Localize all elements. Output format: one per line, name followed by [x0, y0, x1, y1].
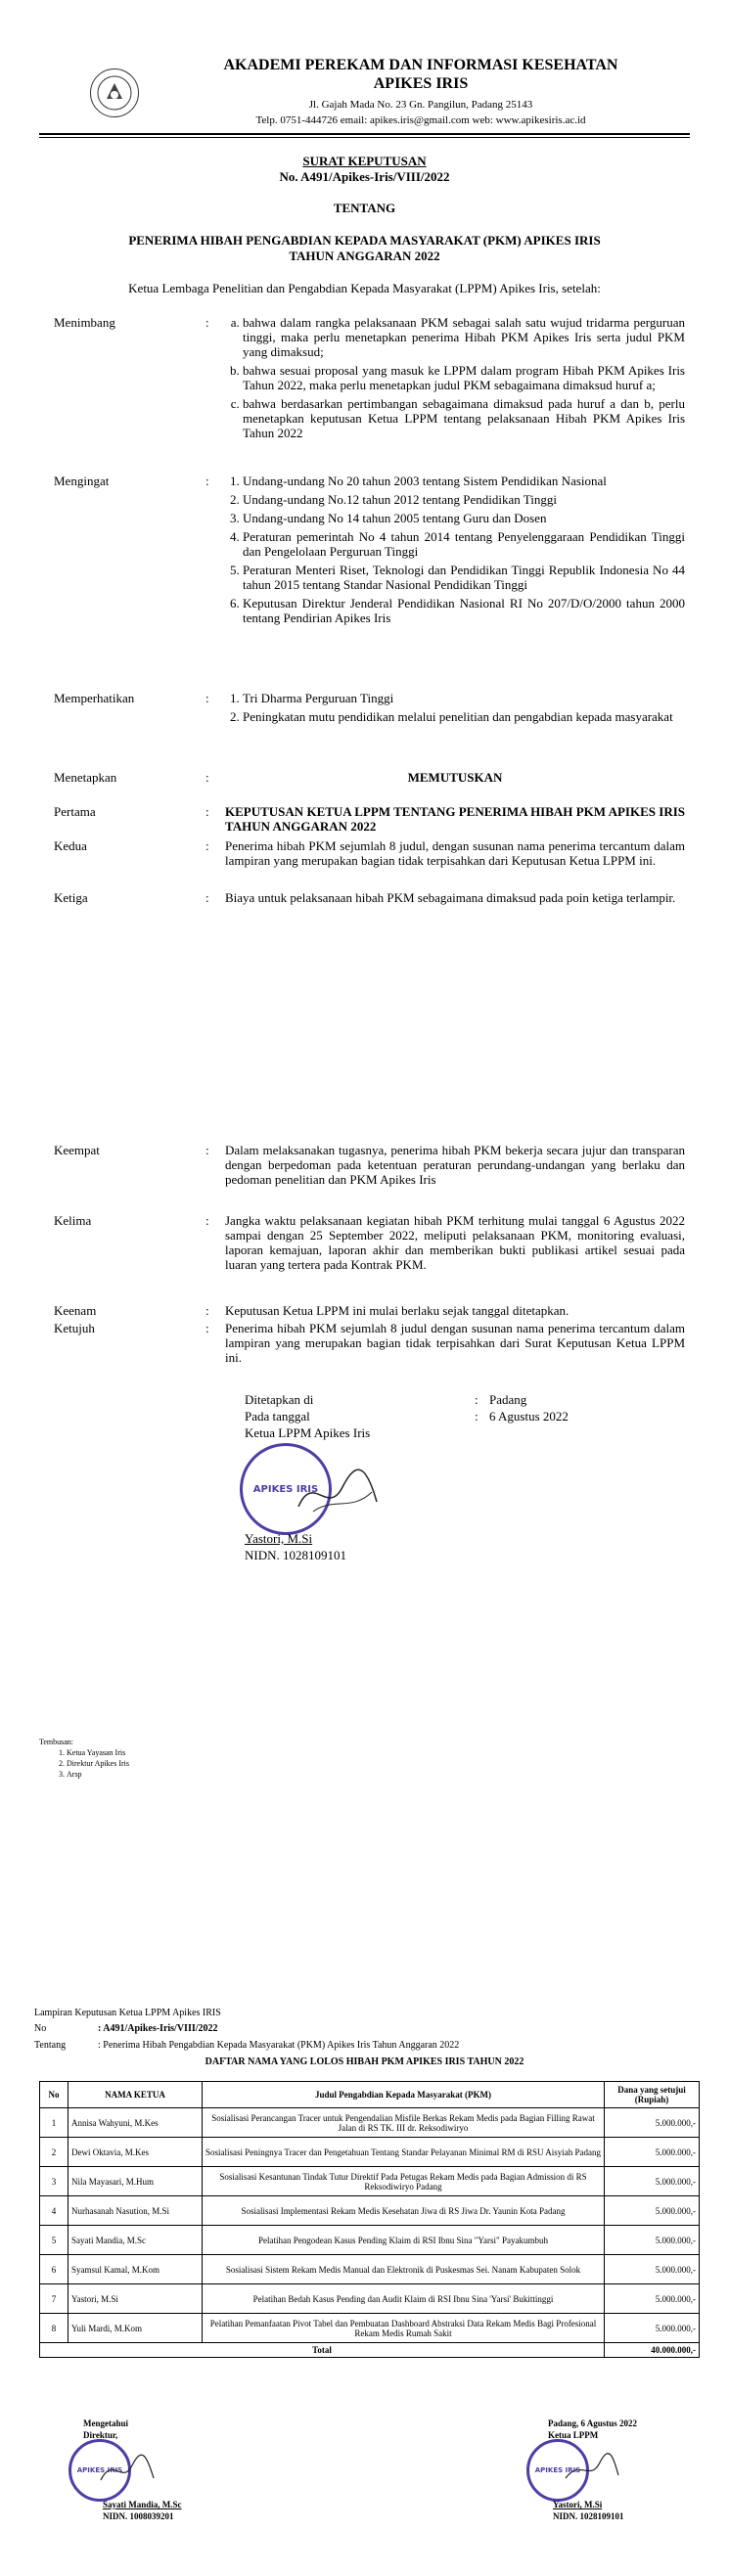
ketiga-label: Ketiga — [54, 890, 88, 905]
ketujuh-label: Ketujuh — [54, 1321, 95, 1335]
attachment-no-label: No — [34, 2023, 47, 2034]
cell-no: 5 — [40, 2226, 68, 2255]
memutuskan-heading: MEMUTUSKAN — [407, 770, 503, 785]
cell-no: 2 — [40, 2138, 68, 2167]
cell-no: 7 — [40, 2284, 68, 2314]
subject-line2: TAHUN ANGGARAN 2022 — [289, 249, 440, 263]
signer-nidn: NIDN. 1028109101 — [245, 1548, 346, 1562]
ketujuh-text: Penerima hibah PKM sejumlah 8 judul dengan susunan nama penerima tercantum dalam lampiran yang merupakan bagian tidak terpisahkan dari Surat Keputusan Ketua LPPM ini. — [225, 1321, 685, 1365]
cell-no: 6 — [40, 2255, 68, 2284]
institution-address: Jl. Gajah Mada No. 23 Gn. Pangilun, Padang 25143 — [308, 99, 533, 111]
colon: : — [205, 1303, 209, 1318]
attachment-tentang-value: : Penerima Hibah Pengabdian Kepada Masyarakat (PKM) Apikes Iris Tahun Anggaran 2022 — [98, 2040, 460, 2051]
cell-amount: 5.000.000,- — [605, 2255, 700, 2284]
institution-logo — [90, 68, 139, 117]
table-row — [40, 2226, 700, 2255]
subject-line1: PENERIMA HIBAH PENGABDIAN KEPADA MASYARAKAT (PKM) APIKES IRIS — [128, 233, 601, 248]
doc-type: SURAT KEPUTUSAN — [302, 154, 427, 168]
cell-name: Nurhasanah Nasution, M.Si — [68, 2196, 203, 2226]
colon: : — [205, 1321, 209, 1335]
place-label: Ditetapkan di — [245, 1392, 314, 1407]
mengingat-label: Mengingat — [54, 474, 110, 488]
cell-name: Dewi Oktavia, M.Kes — [68, 2138, 203, 2167]
pkm-recipients-table — [39, 2081, 700, 2358]
tembusan-label: Tembusan: — [39, 1738, 73, 1746]
footer-right-label1: Padang, 6 Agustus 2022 — [548, 2418, 638, 2428]
cell-no: 1 — [40, 2108, 68, 2138]
cell-title: Sosialisasi Kesantunan Tindak Tutur Direktif Pada Petugas Rekam Medis pada Bagian Admission di RS Reksodiwiryo Padang — [203, 2167, 605, 2196]
stamp-text: APIKES IRIS — [76, 2466, 123, 2474]
stamp-text: APIKES IRIS — [252, 1483, 319, 1495]
cell-amount: 5.000.000,- — [605, 2226, 700, 2255]
colon: : — [475, 1409, 478, 1424]
menimbang-label: Menimbang — [54, 315, 115, 330]
cell-amount: 5.000.000,- — [605, 2314, 700, 2343]
list-item: 2. Peningkatan mutu pendidikan melalui penelitian dan pengabdian kepada masyarakat — [243, 709, 685, 724]
cell-no: 8 — [40, 2314, 68, 2343]
list-item: b. bahwa sesuai proposal yang masuk ke LPPM dalam program Hibah PKM Apikes Iris Tahun 2022, maka perlu menetapkan judul PKM sebagaimana dimaksud huruf a; — [243, 363, 685, 392]
cell-title: Sosialisasi Perancangan Tracer untuk Pengendalian Misfile Berkas Rekam Medis pada Bagian Filling Rawat Jalan di RS TK. III dr. Reksodiwiryo — [203, 2108, 605, 2138]
colon: : — [205, 1143, 209, 1157]
list-item: c. bahwa berdasarkan pertimbangan sebagaimana dimaksud pada huruf a dan b, perlu menetapkan keputusan Ketua LPPM tentang pelaksanaan Hibah PKM Apikes Iris Tahun 2022 — [243, 396, 685, 440]
footer-right-nidn: NIDN. 1028109101 — [553, 2511, 624, 2521]
keenam-text: Keputusan Ketua LPPM ini mulai berlaku sejak tanggal ditetapkan. — [225, 1303, 570, 1318]
pertama-label: Pertama — [54, 804, 96, 819]
colon: : — [205, 1213, 209, 1228]
list-item: 3. Arsp — [67, 1769, 129, 1780]
cell-amount: 5.000.000,- — [605, 2284, 700, 2314]
table-row — [40, 2138, 700, 2167]
colon: : — [205, 804, 209, 819]
footer-left-label1: Mengetahui — [83, 2418, 128, 2428]
list-item: 5. Peraturan Menteri Riset, Teknologi dan Pendidikan Tinggi Republik Indonesia No 44 tahun 2015 tentang Standar Nasional Pendidikan Tinggi — [243, 563, 685, 592]
cell-name: Nila Mayasari, M.Hum — [68, 2167, 203, 2196]
stamp-text: APIKES IRIS — [534, 2466, 581, 2474]
cell-title: Pelatihan Bedah Kasus Pending dan Audit Klaim di RSI Ibnu Sina 'Yarsi' Bukittinggi — [203, 2284, 605, 2314]
footer-right-label2: Ketua LPPM — [548, 2430, 599, 2440]
column-header: Judul Pengabdian Kepada Masyarakat (PKM) — [203, 2082, 605, 2108]
tentang-heading: TENTANG — [333, 201, 396, 215]
cell-name: Yastori, M.Si — [68, 2284, 203, 2314]
list-item: 6. Keputusan Direktur Jenderal Pendidikan Nasional RI No 207/D/O/2000 tahun 2000 tentang Pendirian Apikes Iris — [243, 596, 685, 625]
table-header-row — [40, 2082, 700, 2108]
keempat-label: Keempat — [54, 1143, 100, 1157]
kelima-label: Kelima — [54, 1213, 92, 1228]
doc-number: No. A491/Apikes-Iris/VIII/2022 — [279, 169, 450, 184]
kedua-text: Penerima hibah PKM sejumlah 8 judul, dengan susunan nama penerima tercantum dalam lampiran yang merupakan bagian tidak terpisahkan dari Keputusan Ketua LPPM ini. — [225, 838, 685, 868]
signature-scribble-icon — [294, 1463, 382, 1521]
table-row — [40, 2167, 700, 2196]
table-total-row — [40, 2343, 700, 2358]
tembusan — [39, 1737, 129, 1780]
cell-title: Sosialisasi Peningnya Tracer dan Pengetahuan Tentang Standar Pelayanan Minimal RM di RSU Aisyiah Padang — [203, 2138, 605, 2167]
total-value: 40.000.000,- — [605, 2343, 700, 2358]
signer-name: Yastori, M.Si — [245, 1531, 313, 1546]
institution-name-line1: AKADEMI PEREKAM DAN INFORMASI KESEHATAN — [223, 57, 618, 73]
colon: : — [205, 691, 209, 705]
footer-left-name: Sayati Mandia, M.Sc — [103, 2500, 182, 2509]
table-row — [40, 2284, 700, 2314]
cell-amount: 5.000.000,- — [605, 2196, 700, 2226]
column-header: Dana yang setujui (Rupiah) — [605, 2082, 700, 2108]
keempat-text: Dalam melaksanakan tugasnya, penerima hibah PKM bekerja secara jujur dan transparan dengan berpedoman pada ketentuan peraturan perundang-undangan yang berlaku dan pedoman penelitian dan PKM Apikes Iris — [225, 1143, 685, 1187]
table-row — [40, 2196, 700, 2226]
intro-text: Ketua Lembaga Penelitian dan Pengabdian Kepada Masyarakat (LPPM) Apikes Iris, setelah: — [128, 281, 601, 295]
cell-title: Sosialisasi Implementasi Rekam Medis Kesehatan Jiwa di RS Jiwa Dr. Yaunin Kota Padang — [203, 2196, 605, 2226]
signature-scribble-icon — [98, 2451, 157, 2490]
kelima-text: Jangka waktu pelaksanaan kegiatan hibah PKM terhitung mulai tanggal 6 Agustus 2022 sampai dengan 25 September 2022, meliputi pelaksanaan PKM, monitoring evaluasi, laporan kemajuan, laporan akhir dan memberikan bukti publikasi artikel sesuai pada luaran yang tertera pada Kontrak PKM. — [225, 1213, 685, 1272]
list-item: a. bahwa dalam rangka pelaksanaan PKM sebagai salah satu wujud tridarma perguruan tinggi, maka perlu menetapkan penerima Hibah PKM Apikes Iris serta judul PKM yang dimaksud; — [243, 315, 685, 359]
column-header: NAMA KETUA — [68, 2082, 203, 2108]
logo-emblem-icon — [95, 73, 134, 113]
cell-amount: 5.000.000,- — [605, 2167, 700, 2196]
cell-amount: 5.000.000,- — [605, 2138, 700, 2167]
colon: : — [205, 838, 209, 853]
cell-name: Sayati Mandia, M.Sc — [68, 2226, 203, 2255]
list-item: 2. Undang-undang No.12 tahun 2012 tentang Pendidikan Tinggi — [243, 492, 685, 507]
colon: : — [475, 1392, 478, 1407]
list-item: 1. Tri Dharma Perguruan Tinggi — [243, 691, 685, 705]
memperhatikan-list — [225, 691, 685, 728]
institution-contact: Telp. 0751-444726 email: apikes.iris@gmail.com web: www.apikesiris.ac.id — [255, 114, 586, 126]
cell-title: Pelatihan Pemanfaatan Pivot Tabel dan Pembuatan Dashboard Abstraksi Data Rekam Medis Bagi Profesional Rekam Medis Rumah Sakit — [203, 2314, 605, 2343]
place-value: Padang — [489, 1392, 527, 1407]
date-value: 6 Agustus 2022 — [489, 1409, 569, 1424]
attachment-tentang-label: Tentang — [34, 2040, 67, 2051]
cell-amount: 5.000.000,- — [605, 2108, 700, 2138]
footer-left-label2: Direktur, — [83, 2430, 118, 2440]
institution-name-line2: APIKES IRIS — [373, 75, 469, 92]
total-label: Total — [40, 2343, 605, 2358]
cell-name: Yuli Mardi, M.Kom — [68, 2314, 203, 2343]
menimbang-list — [225, 315, 685, 444]
cell-title: Pelatihan Pengodean Kasus Pending Klaim di RSI Ibnu Sina "Yarsi" Payakumbuh — [203, 2226, 605, 2255]
memperhatikan-label: Memperhatikan — [54, 691, 135, 705]
signer-position: Ketua LPPM Apikes Iris — [245, 1425, 371, 1440]
colon: : — [205, 474, 209, 488]
footer-left-nidn: NIDN. 1008039201 — [103, 2511, 174, 2521]
table-row — [40, 2108, 700, 2138]
list-item: 1. Undang-undang No 20 tahun 2003 tentang Sistem Pendidikan Nasional — [243, 474, 685, 488]
date-label: Pada tanggal — [245, 1409, 310, 1424]
colon: : — [205, 770, 209, 785]
ketiga-text: Biaya untuk pelaksanaan hibah PKM sebagaimana dimaksud pada poin ketiga terlampir. — [225, 890, 676, 905]
colon: : — [205, 890, 209, 905]
keenam-label: Keenam — [54, 1303, 97, 1318]
menetapkan-label: Menetapkan — [54, 770, 117, 785]
list-item: 1. Ketua Yayasan Iris — [67, 1747, 129, 1758]
mengingat-list — [225, 474, 685, 629]
table-row — [40, 2314, 700, 2343]
cell-name: Syamsul Kamal, M.Kom — [68, 2255, 203, 2284]
list-item: 2. Direktur Apikes Iris — [67, 1758, 129, 1769]
cell-no: 4 — [40, 2196, 68, 2226]
cell-title: Sosialisasi Sistem Rekam Medis Manual dan Elektronik di Puskesmas Sei. Nanam Kabupaten Solok — [203, 2255, 605, 2284]
list-item: 4. Peraturan pemerintah No 4 tahun 2014 tentang Penyelenggaraan Pendidikan Tinggi dan Pengelolaan Perguruan Tinggi — [243, 529, 685, 559]
cell-name: Annisa Wahyuni, M.Kes — [68, 2108, 203, 2138]
table-row — [40, 2255, 700, 2284]
list-item: 3. Undang-undang No 14 tahun 2005 tentang Guru dan Dosen — [243, 511, 685, 525]
signature-scribble-icon — [563, 2451, 621, 2490]
footer-right-name: Yastori, M.Si — [553, 2500, 603, 2509]
attachment-title: Lampiran Keputusan Ketua LPPM Apikes IRIS — [34, 2008, 221, 2018]
column-header: No — [40, 2082, 68, 2108]
pertama-text: KEPUTUSAN KETUA LPPM TENTANG PENERIMA HIBAH PKM APIKES IRIS TAHUN ANGGARAN 2022 — [225, 804, 685, 834]
kedua-label: Kedua — [54, 838, 87, 853]
cell-no: 3 — [40, 2167, 68, 2196]
letterhead-divider — [39, 133, 690, 138]
attachment-no-value: : A491/Apikes-Iris/VIII/2022 — [98, 2023, 218, 2034]
table-title: DAFTAR NAMA YANG LOLOS HIBAH PKM APIKES IRIS TAHUN 2022 — [205, 2056, 524, 2067]
colon: : — [205, 315, 209, 330]
